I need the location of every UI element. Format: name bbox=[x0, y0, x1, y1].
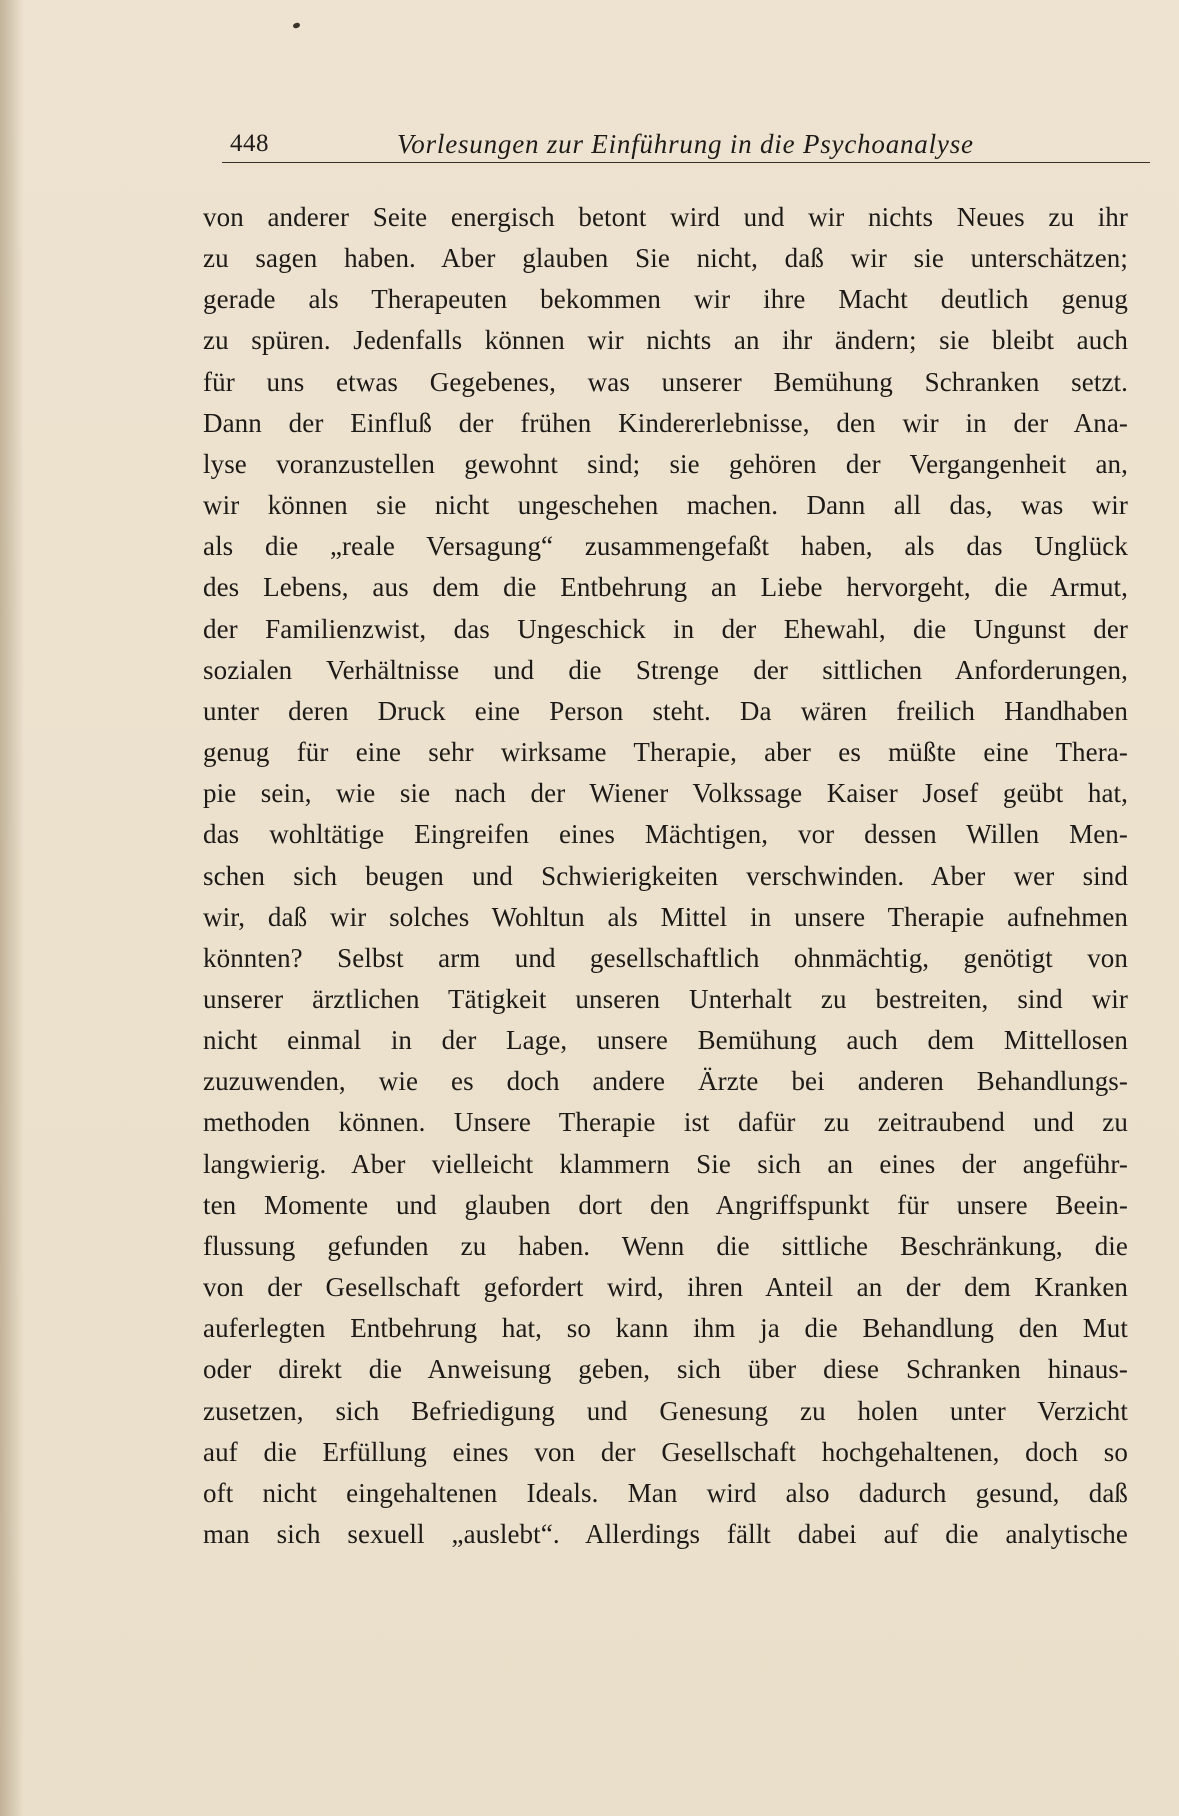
text-line: oder direkt die Anweisung geben, sich über diese Schranken hinaus- bbox=[203, 1354, 1128, 1385]
running-title: Vorlesungen zur Einführung in die Psychoanalyse bbox=[397, 129, 974, 159]
page-header bbox=[222, 128, 1150, 163]
text-line: lyse voranzustellen gewohnt sind; sie gehören der Vergangenheit an, bbox=[203, 448, 1128, 479]
text-line: zusetzen, sich Befriedigung und Genesung zu holen unter Verzicht bbox=[203, 1395, 1128, 1426]
text-line: zuzuwenden, wie es doch andere Ärzte bei anderen Behandlungs- bbox=[203, 1066, 1128, 1097]
text-line: genug für eine sehr wirksame Therapie, aber es müßte eine Thera- bbox=[203, 737, 1128, 768]
text-line: pie sein, wie sie nach der Wiener Volkssage Kaiser Josef geübt hat, bbox=[203, 778, 1128, 809]
text-line: man sich sexuell „auslebt“. Allerdings fällt dabei auf die analytische bbox=[203, 1519, 1128, 1549]
text-line: sozialen Verhältnisse und die Strenge der sittlichen Anforderungen, bbox=[203, 654, 1128, 685]
text-line: des Lebens, aus dem die Entbehrung an Liebe hervorgeht, die Armut, bbox=[203, 572, 1128, 603]
text-line: ten Momente und glauben dort den Angriffspunkt für unsere Beein- bbox=[203, 1189, 1128, 1220]
text-line: unter deren Druck eine Person steht. Da wären freilich Handhaben bbox=[203, 695, 1128, 726]
text-line: auferlegten Entbehrung hat, so kann ihm ja die Behandlung den Mut bbox=[203, 1313, 1128, 1344]
text-line: von der Gesellschaft gefordert wird, ihren Anteil an der dem Kranken bbox=[203, 1272, 1128, 1303]
text-line: flussung gefunden zu haben. Wenn die sittliche Beschränkung, die bbox=[203, 1230, 1128, 1261]
text-line: langwierig. Aber vielleicht klammern Sie sich an eines der angeführ- bbox=[203, 1148, 1128, 1179]
text-line: das wohltätige Eingreifen eines Mächtigen, vor dessen Willen Men- bbox=[203, 819, 1128, 850]
text-line: wir, daß wir solches Wohltun als Mittel in unsere Therapie aufnehmen bbox=[203, 901, 1128, 932]
body-text bbox=[203, 197, 1128, 1555]
text-line: für uns etwas Gegebenes, was unserer Bemühung Schranken setzt. bbox=[203, 366, 1128, 397]
text-line: gerade als Therapeuten bekommen wir ihre Macht deutlich genug bbox=[203, 284, 1128, 315]
text-line: auf die Erfüllung eines von der Gesellschaft hochgehaltenen, doch so bbox=[203, 1436, 1128, 1467]
text-line: von anderer Seite energisch betont wird und wir nichts Neues zu ihr bbox=[203, 202, 1128, 232]
text-line: zu spüren. Jedenfalls können wir nichts an ihr ändern; sie bleibt auch bbox=[203, 325, 1128, 356]
text-line: als die „reale Versagung“ zusammengefaßt haben, als das Unglück bbox=[203, 531, 1128, 562]
text-line: könnten? Selbst arm und gesellschaftlich ohnmächtig, genötigt von bbox=[203, 942, 1128, 973]
ink-speck bbox=[292, 22, 300, 29]
text-line: schen sich beugen und Schwierigkeiten verschwinden. Aber wer sind bbox=[203, 860, 1128, 891]
text-line: der Familienzwist, das Ungeschick in der Ehewahl, die Ungunst der bbox=[203, 613, 1128, 644]
text-line: Dann der Einfluß der frühen Kindererlebnisse, den wir in der Ana- bbox=[203, 407, 1128, 438]
text-line: oft nicht eingehaltenen Ideals. Man wird also dadurch gesund, daß bbox=[203, 1477, 1128, 1508]
page-number: 448 bbox=[230, 130, 269, 157]
text-line: methoden können. Unsere Therapie ist dafür zu zeitraubend und zu bbox=[203, 1107, 1128, 1138]
text-line: unserer ärztlichen Tätigkeit unseren Unterhalt zu bestreiten, sind wir bbox=[203, 983, 1128, 1014]
text-line: nicht einmal in der Lage, unsere Bemühung auch dem Mittellosen bbox=[203, 1025, 1128, 1056]
text-line: zu sagen haben. Aber glauben Sie nicht, daß wir sie unterschätzen; bbox=[203, 243, 1128, 274]
text-line: wir können sie nicht ungeschehen machen. Dann all das, was wir bbox=[203, 490, 1128, 521]
